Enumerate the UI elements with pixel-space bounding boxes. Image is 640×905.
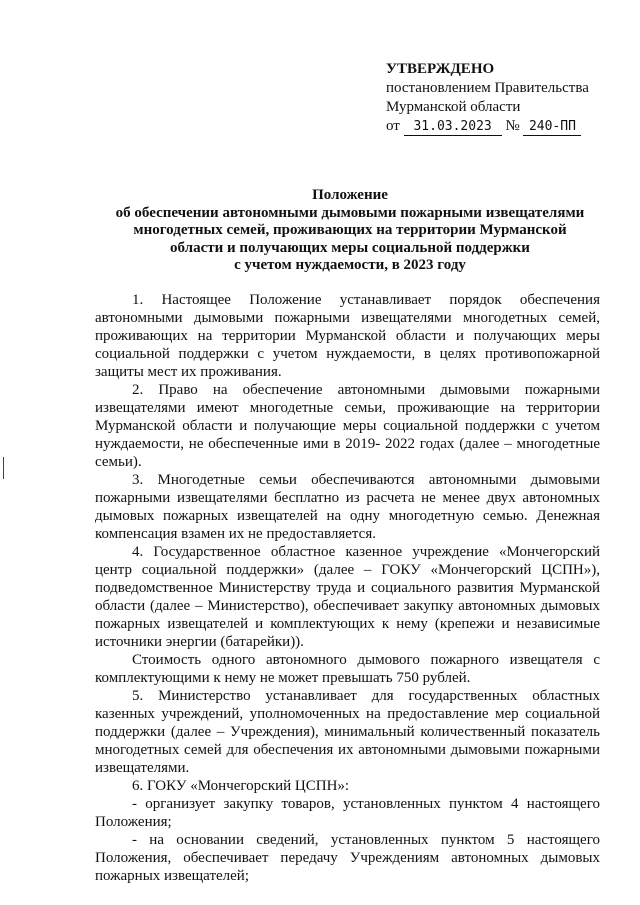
title-line: области и получающих меры социальной поддержки <box>170 239 530 256</box>
approval-heading: УТВЕРЖДЕНО <box>386 61 495 77</box>
title-line: Положение <box>312 187 388 203</box>
approval-number: 240-ПП <box>523 119 581 136</box>
paragraph-3: 3. Многодетные семьи обеспечиваются автономными дымовыми пожарными извещателями бесплатно из расчета не менее двух автономных дымовых пожарных извещателей на одну многодетную семью. Денежная компенсация взамен их не предоставляется. <box>95 472 600 542</box>
approval-line-1: постановлением Правительства <box>386 80 589 96</box>
paragraph-2: 2. Право на обеспечение автономными дымовыми пожарными извещателями имеют многодетные семьи, проживающие на территории Мурманской области и получающие меры социальной поддержки с учетом нуждаемости, не обеспеченные ими в 2019- 2022 годах (далее – многодетные семьи). <box>95 382 600 470</box>
title-line: об обеспечении автономными дымовыми пожарными извещателями <box>115 204 585 221</box>
document-body <box>95 291 600 885</box>
scan-margin-mark <box>3 457 4 479</box>
paragraph-1: 1. Настоящее Положение устанавливает порядок обеспечения автономными дымовыми пожарными извещателями многодетных семей, проживающих на территории Мурманской области и получающих меры социальной поддержки с учетом нуждаемости, в целях противопожарной защиты мест их проживания. <box>95 292 600 380</box>
paragraph-6-item-2: - на основании сведений, установленных пунктом 5 настоящего Положения, обеспечивает передачу Учреждениям автономных дымовых пожарных извещателей; <box>95 832 600 884</box>
approval-date-line <box>386 117 626 136</box>
number-prefix: № <box>505 118 520 134</box>
date-prefix: от <box>386 118 400 134</box>
document-title <box>95 187 605 275</box>
title-line: с учетом нуждаемости, в 2023 году <box>234 257 466 273</box>
paragraph-6-item-1: - организует закупку товаров, установленных пунктом 4 настоящего Положения; <box>95 796 600 830</box>
title-line: многодетных семей, проживающих на территории Мурманской <box>133 222 567 238</box>
paragraph-4: 4. Государственное областное казенное учреждение «Мончегорский центр социальной поддержки» (далее – ГОКУ «Мончегорский ЦСПН»), подведомственное Министерству труда и социального развития Мурманской области (далее – Министерство), обеспечивает закупку автономных дымовых пожарных извещателей и комплектующих к нему (крепежи и независимые источники энергии (батарейки)). <box>95 544 600 650</box>
approval-stamp <box>386 60 626 136</box>
approval-line-2: Мурманской области <box>386 99 521 115</box>
paragraph-6: 6. ГОКУ «Мончегорский ЦСПН»: <box>132 778 350 794</box>
approval-date: 31.03.2023 <box>404 119 502 136</box>
paragraph-5: 5. Министерство устанавливает для государственных областных казенных учреждений, уполномоченных на предоставление мер социальной поддержки (далее – Учреждения), минимальный количественный показатель многодетных семей для обеспечения их автономными дымовыми пожарными извещателями. <box>95 688 600 776</box>
paragraph-4-cost: Стоимость одного автономного дымового пожарного извещателя с комплектующими к нему не может превышать 750 рублей. <box>95 652 600 686</box>
